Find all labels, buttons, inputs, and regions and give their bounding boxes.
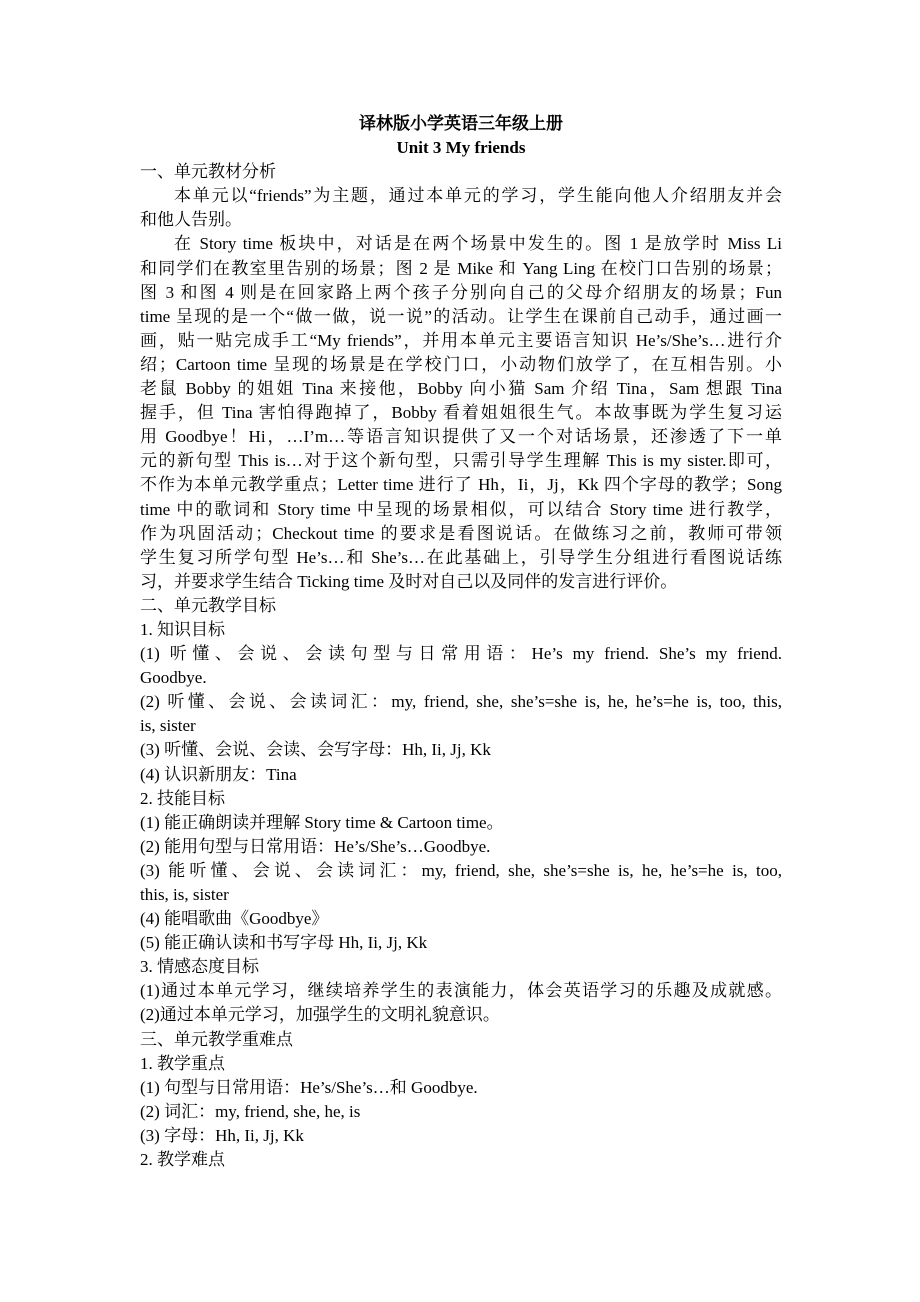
paragraph-line: 和同学们在教室里告别的场景；图 2 是 Mike 和 Yang Ling 在校门口告别的场景； [140,258,782,278]
list-item: (2)通过本单元学习，加强学生的文明礼貌意识。 [140,1005,500,1025]
subsection-heading: 1. 教学重点 [140,1053,225,1073]
paragraph-line: 不作为本单元教学重点；Letter time 进行了 Hh，Ii，Jj，Kk 四个字母的教学；Song [140,475,782,495]
list-item: (2) 词汇：my, friend, she, he, is [140,1101,361,1121]
list-item: is, sister [140,716,196,736]
paragraph-line: 绍；Cartoon time 呈现的场景是在学校门口，小动物们放学了，在互相告别。小 [140,354,782,374]
paragraph-line: time 中的歌词和 Story time 中呈现的场景相似，可以结合 Story time 进行教学， [140,499,782,519]
list-item: (3) 听懂、会说、会读、会写字母：Hh, Ii, Jj, Kk [140,740,491,760]
subsection-heading: 3. 情感态度目标 [140,957,259,977]
document-page [140,112,782,1172]
list-item: this, is, sister [140,885,229,904]
paragraph-line: 本单元以“friends”为主题，通过本单元的学习，学生能向他人介绍朋友并会 [174,186,782,206]
list-item: (1) 句型与日常用语：He’s/She’s…和 Goodbye. [140,1077,478,1097]
document-subtitle: Unit 3 My friends [396,138,526,158]
subsection-heading: 1. 知识目标 [140,619,225,639]
subsection-heading: 2. 技能目标 [140,788,225,808]
section-heading: 二、单元教学目标 [140,595,276,615]
section-heading: 三、单元教学重难点 [140,1029,293,1049]
document-title: 译林版小学英语三年级上册 [359,114,563,133]
paragraph-line: 习，并要求学生结合 Ticking time 及时对自己以及同伴的发言进行评价。 [140,571,678,591]
paragraph-line: 图 3 和图 4 则是在回家路上两个孩子分别向自己的父母介绍朋友的场景；Fun [140,282,782,302]
section-heading: 一、单元教材分析 [140,162,276,182]
list-item: (2) 能用句型与日常用语：He’s/She’s…Goodbye. [140,836,491,856]
paragraph-line: 学生复习所学句型 He’s…和 She’s…在此基础上，引导学生分组进行看图说话练 [140,547,782,567]
subsection-heading: 2. 教学难点 [140,1150,225,1170]
paragraph-line: time 呈现的是一个“做一做，说一说”的活动。让学生在课前自己动手，通过画一 [140,306,782,326]
list-item: (1) 听懂、会说、会读句型与日常用语：He’s my friend. She’s my friend. [140,644,782,664]
list-item: (2) 听懂、会说、会读词汇：my, friend, she, she’s=she is, he, he’s=he is, too, this, [140,692,782,712]
list-item: (4) 能唱歌曲《Goodbye》 [140,909,329,929]
list-item: (1) 能正确朗读并理解 Story time & Cartoon time。 [140,812,504,832]
paragraph-line: 作为巩固活动；Checkout time 的要求是看图说话。在做练习之前，教师可带领 [140,523,782,543]
list-item: (3) 能听懂、会说、会读词汇：my, friend, she, she’s=she is, he, he’s=he is, too, [140,860,782,880]
list-item: (5) 能正确认读和书写字母 Hh, Ii, Jj, Kk [140,933,428,953]
paragraph-line: 在 Story time 板块中，对话是在两个场景中发生的。图 1 是放学时 Miss Li [174,234,782,254]
list-item: (3) 字母：Hh, Ii, Jj, Kk [140,1125,304,1145]
paragraph-line: 老鼠 Bobby 的姐姐 Tina 来接他，Bobby 向小猫 Sam 介绍 Tina，Sam 想跟 Tina [140,379,782,399]
paragraph-line: 握手，但 Tina 害怕得跑掉了，Bobby 看着姐姐很生气。本故事既为学生复习运 [140,403,782,423]
list-item: (1)通过本单元学习，继续培养学生的表演能力，体会英语学习的乐趣及成就感。 [140,981,782,1001]
paragraph-line: 用 Goodbye！Hi，…I’m…等语言知识提供了又一个对话场景，还渗透了下一单 [140,427,782,447]
list-item: (4) 认识新朋友：Tina [140,764,297,784]
list-item: Goodbye. [140,668,207,688]
paragraph-line: 和他人告别。 [140,210,242,230]
paragraph-line: 画，贴一贴完成手工“My friends”，并用本单元主要语言知识 He’s/She’s…进行介 [140,330,782,350]
paragraph-line: 元的新句型 This is…对于这个新句型，只需引导学生理解 This is my sister.即可， [140,451,782,471]
